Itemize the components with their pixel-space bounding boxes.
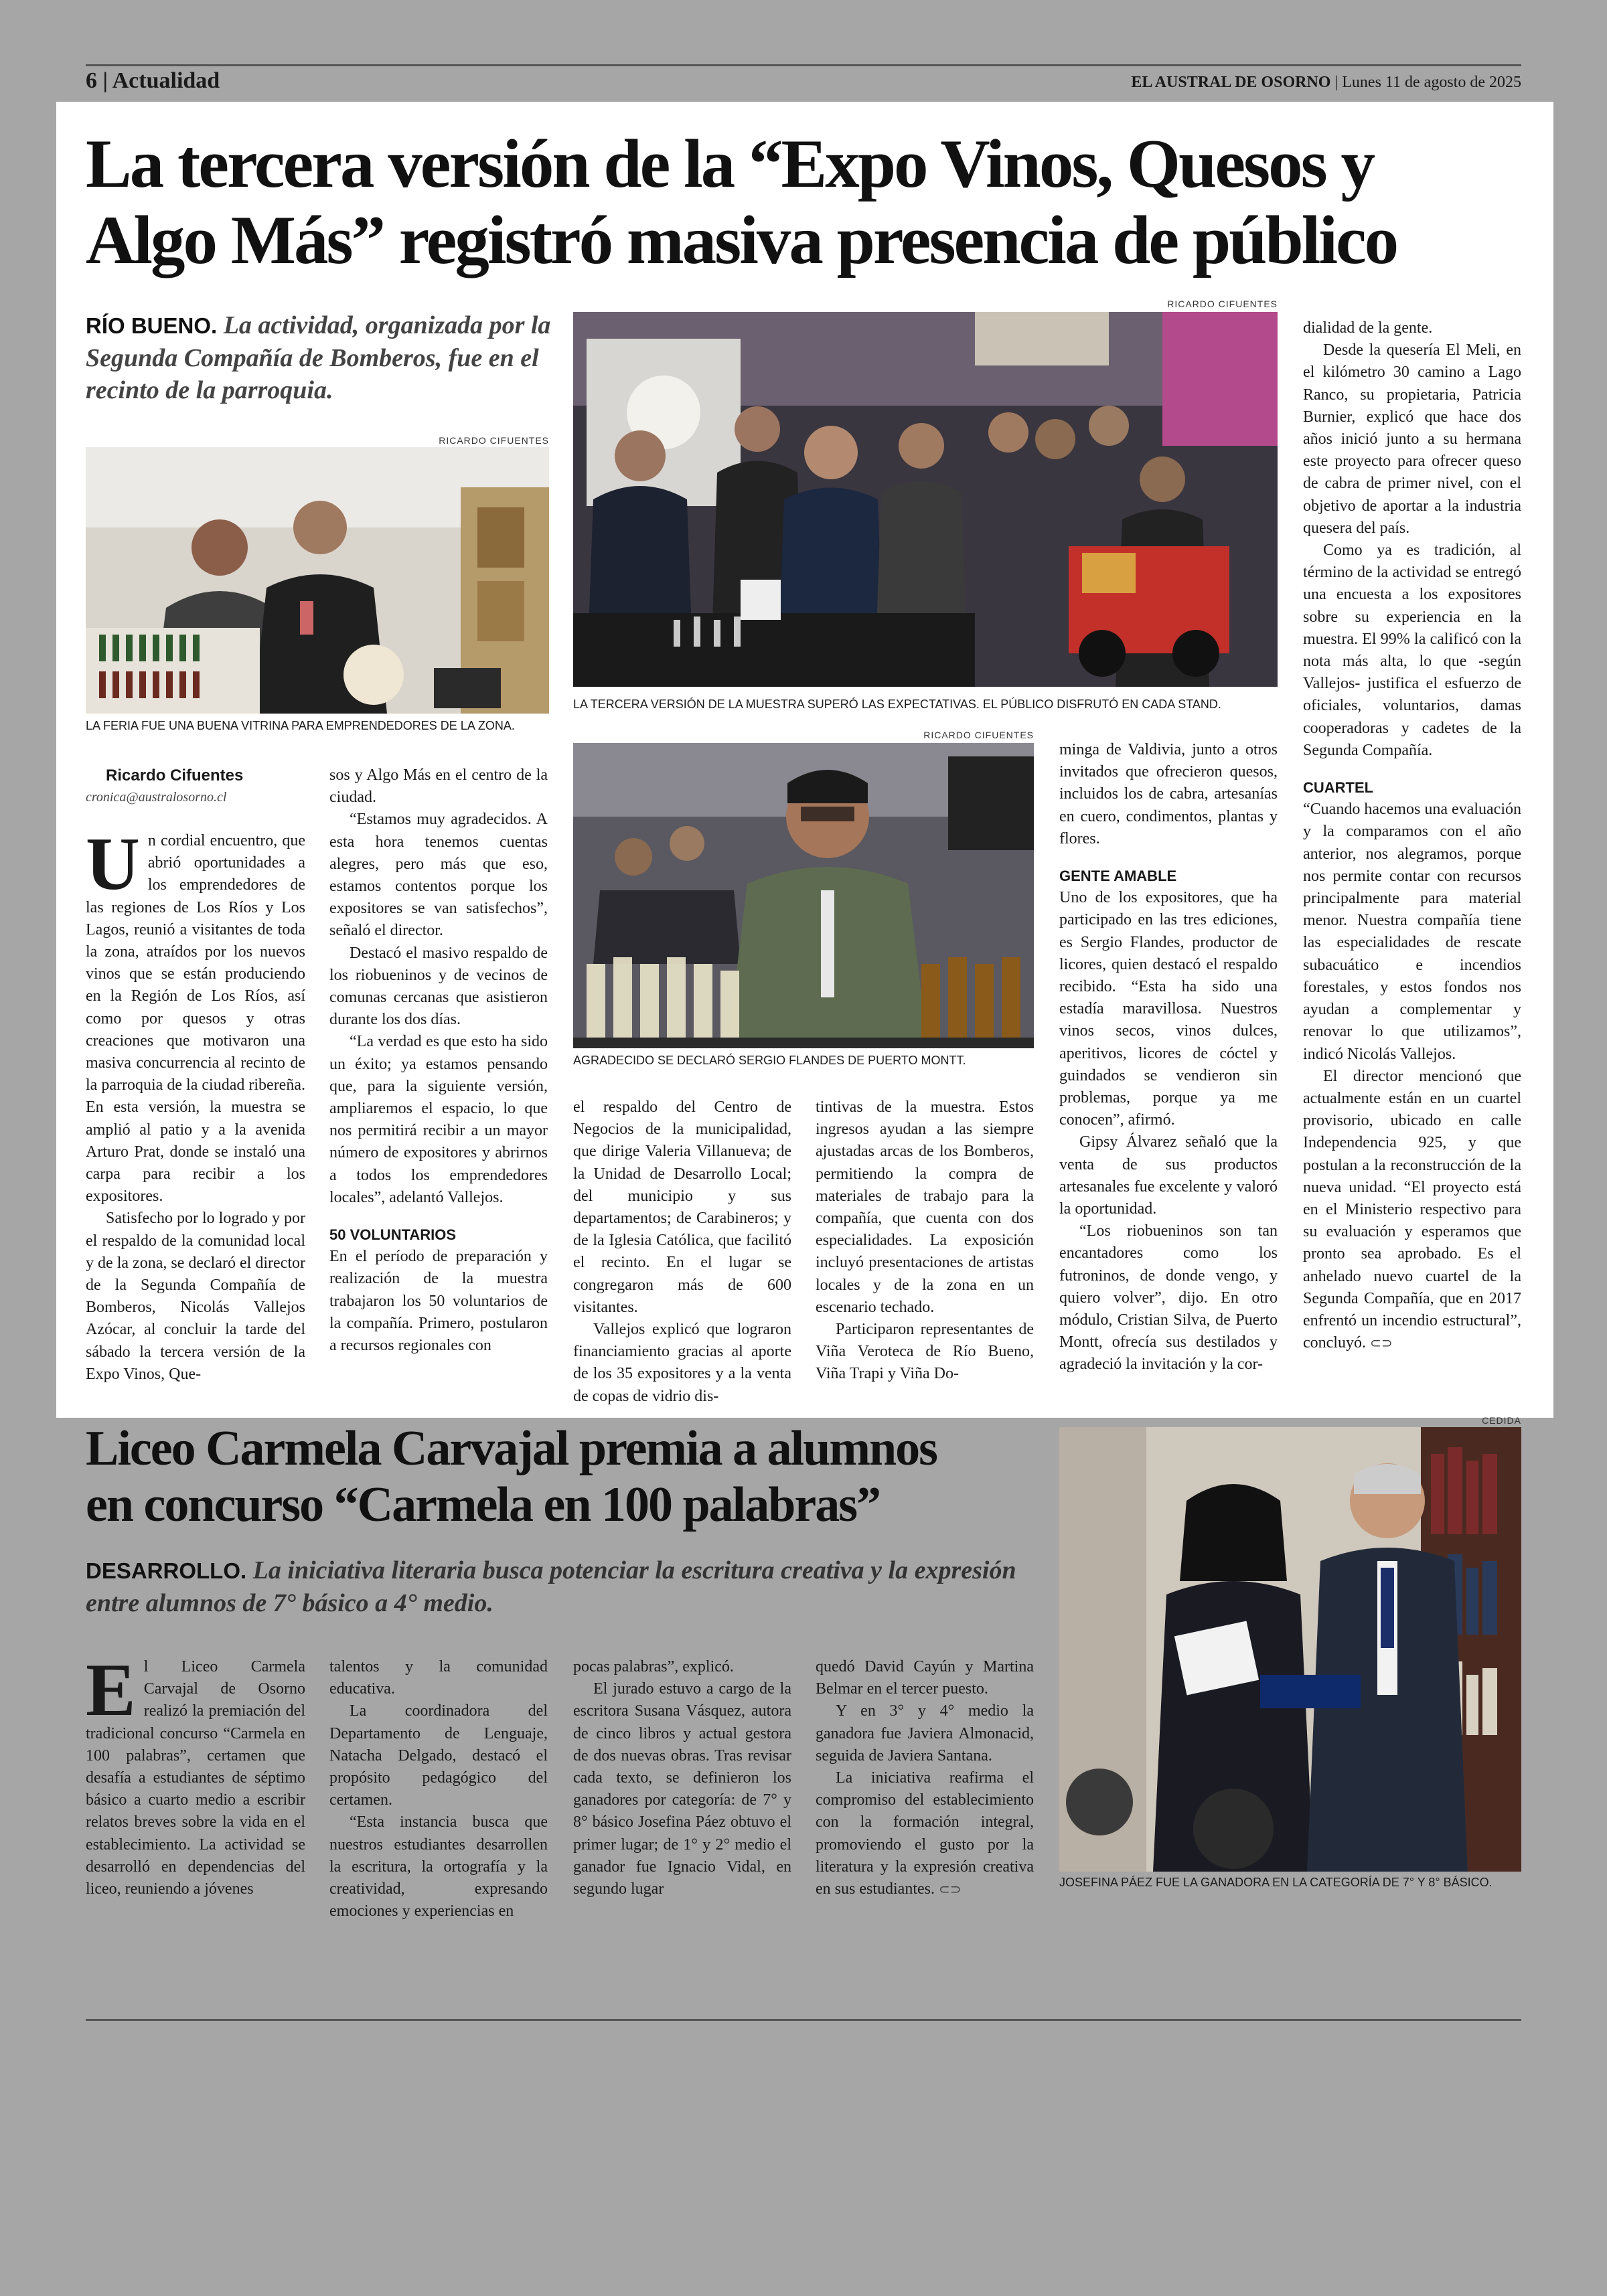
- paragraph-text: n cordial encuentro, que abrió oportunidades a los emprendedores de las regiones de Los Ríos y Los Lagos, reunió a visitantes de toda la zona, atraídos por los nuevos vinos que se están produciendo en la Región de Los Ríos, así como por quesos y otras creaciones que motivaron una masiva concurrencia al recinto de la parroquia de la ciudad ribereña. En esta versión, la muestra se amplió al patio y a la avenida Arturo Prat, donde se instaló una carpa para recibir a los expositores.: [86, 832, 305, 1206]
- separator: |: [102, 68, 112, 93]
- article1-headline: [86, 126, 1521, 278]
- photo-expo-crowd: [573, 312, 1278, 687]
- publication-date: Lunes 11 de agosto de 2025: [1342, 74, 1521, 91]
- kicker: DESARROLLO.: [86, 1558, 247, 1583]
- article2-headline: [86, 1420, 1050, 1533]
- photo-caption: LA TERCERA VERSIÓN DE LA MUESTRA SUPERÓ LAS EXPECTATIVAS. EL PÚBLICO DISFRUTÓ EN CADA STAND.: [573, 698, 1221, 711]
- paragraph: “Esta instancia busca que nuestros estudiantes desarrollen la escritura, la ortografía y la creatividad, expresando emociones y experiencias en: [329, 1813, 548, 1920]
- paragraph: “La verdad es que esto ha sido un éxito; ya estamos pensando que, para la siguiente versión, ampliaremos el espacio, lo que nos permitirá recibir a un mayor número de expositores y abrirnos a todos los emprendedores locales”, adelantó Vallejos.: [329, 1033, 548, 1206]
- paragraph: talentos y la comunidad educativa.: [329, 1658, 548, 1698]
- subheading: 50 VOLUNTARIOS: [329, 1226, 457, 1244]
- page-section-header: [86, 68, 220, 94]
- paragraph: minga de Valdivia, junto a otros invitados que ofrecieron quesos, incluidos los de cabra, artesanías en cuero, condimentos, plantas y flores.: [1059, 741, 1278, 847]
- paragraph: [86, 1649, 305, 1900]
- paragraph: “Estamos muy agradecidos. A esta hora tenemos cuentas alegres, pero más que eso, estamos contentos porque los expositores se van satisfechos”, señaló el director.: [329, 811, 548, 940]
- photo-caption: AGRADECIDO SE DECLARÓ SERGIO FLANDES DE PUERTO MONTT.: [573, 1054, 966, 1067]
- author: Ricardo Cifuentes: [106, 766, 244, 785]
- paragraph: [86, 823, 305, 1208]
- photo-credit: RICARDO CIFUENTES: [923, 730, 1034, 740]
- subheading: CUARTEL: [1303, 779, 1374, 797]
- headline-line: Liceo Carmela Carvajal premia a alumnos: [86, 1421, 937, 1476]
- drop-cap: E: [86, 1649, 136, 1732]
- paragraph: Y en 3° y 4° medio la ganadora fue Javiera Almonacid, seguida de Javiera Santana.: [816, 1702, 1034, 1765]
- paragraph: Vallejos explicó que lograron financiamiento gracias al aporte de los 35 expositores y a la venta de copas de vidrio dis-: [573, 1321, 791, 1405]
- paragraph: sos y Algo Más en el centro de la ciudad.: [329, 766, 548, 807]
- paragraph: quedó David Cayún y Martina Belmar en el tercer puesto.: [816, 1658, 1034, 1698]
- paragraph: Destacó el masivo respaldo de los riobueninos y de vecinos de comunas cercanas que asistieron durante los dos días.: [329, 944, 548, 1029]
- paragraph: La coordinadora del Departamento de Lenguaje, Natacha Delgado, destacó el propósito pedagógico del certamen.: [329, 1702, 548, 1809]
- article2-column-1: [86, 1649, 305, 1900]
- paragraph: Desde la quesería El Meli, en el kilómetro 30 camino a Lago Ranco, su propietaria, Patricia Burnier, explicó que hace dos años inició junto a su hermana este proyecto para ofrecer queso de cabra de primer nivel, con el objetivo de aportar a la industria quesera del país.: [1303, 341, 1521, 537]
- publication-dateline: [1131, 74, 1521, 92]
- paragraph: [1303, 1066, 1521, 1355]
- paragraph: pocas palabras”, explicó.: [573, 1658, 734, 1675]
- kicker: RÍO BUENO.: [86, 313, 218, 338]
- paragraph-text: El director mencionó que actualmente están en un cuartel provisorio, ubicado en calle Independencia 925, y que postulan a la reconstrucción de la nueva unidad. “El proyecto está en el Ministerio respectivo para su evaluación y esperamos que pronto sea aprobado. Es el anhelado nuevo cuartel de la Segunda Compañía, que en 2017 enfrentó un incendio estructural”, concluyó.: [1303, 1067, 1521, 1352]
- article1-column-4: [816, 1096, 1034, 1386]
- photo-caption: JOSEFINA PÁEZ FUE LA GANADORA EN LA CATEGORÍA DE 7° Y 8° BÁSICO.: [1059, 1876, 1493, 1889]
- paragraph: En el período de preparación y realización de la muestra trabajaron los 50 voluntarios de la compañía. Primero, postularon a recursos regionales con: [329, 1248, 548, 1355]
- publication-name: EL AUSTRAL DE OSORNO: [1131, 74, 1331, 91]
- article1-column-6: [1303, 317, 1521, 1354]
- subheading: GENTE AMABLE: [1059, 868, 1177, 885]
- end-mark: ⊂⊃: [1369, 1335, 1393, 1351]
- article1-column-3: [573, 1096, 791, 1408]
- lede-text: La iniciativa literaria busca potenciar la escritura creativa y la expresión entre alumnos de 7° básico a 4° medio.: [86, 1556, 1016, 1617]
- page-number: 6: [86, 68, 97, 93]
- bottom-rule: [86, 2019, 1521, 2021]
- article1-column-2: [329, 764, 548, 1357]
- paragraph: Uno de los expositores, que ha participado en las tres ediciones, es Sergio Flandes, productor de licores, quien destacó el respaldo recibido. “Esta ha sido una estadía maravillosa. Nuestros vinos secos, vinos dulces, aperitivos, licores de cóctel y guindados se vendieron sin problemas, porque ya me conocen”, afirmó.: [1059, 889, 1278, 1129]
- paragraph: [816, 1767, 1034, 1900]
- separator: |: [1334, 74, 1343, 91]
- drop-cap: U: [86, 823, 140, 906]
- paragraph: El jurado estuvo a cargo de la escritora Susana Vásquez, autora de cinco libros y actual gestora de dos nuevas obras. Tras revisar cada texto, se definieron los ganadores por categoría: de 7° y 8° básico Josefina Páez obtuvo el primer lugar; de 1° y 2° medio el ganador fue Ignacio Vidal, en segundo lugar: [573, 1680, 791, 1898]
- photo-award-ceremony: [1059, 1427, 1521, 1872]
- article1-column-1: [86, 764, 305, 1386]
- paragraph-text: l Liceo Carmela Carvajal de Osorno realizó la premiación del tradicional concurso “Carmela en 100 palabras”, certamen que desafía a estudiantes de séptimo básico a cuarto medio a escribir relatos breves sobre la vida en el establecimiento. La actividad se desarrolló en dependencias del liceo, reuniendo a jóvenes: [86, 1658, 305, 1898]
- photo-caption: LA FERIA FUE UNA BUENA VITRINA PARA EMPRENDEDORES DE LA ZONA.: [86, 719, 515, 732]
- article2-column-2: [329, 1656, 548, 1922]
- paragraph: tintivas de la muestra. Estos ingresos ayudan a las siempre ajustadas arcas de los Bomberos, permitiendo la compra de materiales de trabajo para la compañía, que cuenta con dos especialidades. La exposición incluyó presentaciones de artistas locales y de la zona en un escenario techado.: [816, 1098, 1034, 1316]
- article2-lede: [86, 1554, 1023, 1619]
- article1-column-5: [1059, 739, 1278, 1376]
- article1-lede: [86, 309, 554, 406]
- paragraph: “Cuando hacemos una evaluación y la comparamos con el año anterior, nos alegramos, porque nos permite contar con recursos principalmente para material menor. Nuestra compañía tiene las especialidades de rescate subacuático e incendios forestales, y estos fondos nos ayudan a complementar y renovar lo que utilizamos”, indicó Nicolás Vallejos.: [1303, 801, 1521, 1063]
- article2-column-3: [573, 1656, 791, 1900]
- photo-expo-stand-vendors: [86, 447, 549, 714]
- photo-credit: RICARDO CIFUENTES: [439, 435, 549, 446]
- paragraph: Gipsy Álvarez señaló que la venta de sus productos artesanales fue excelente y valoró la oportunidad.: [1059, 1133, 1278, 1218]
- headline-line: en concurso “Carmela en 100 palabras”: [86, 1477, 880, 1532]
- paragraph: dialidad de la gente.: [1303, 319, 1433, 337]
- paragraph: el respaldo del Centro de Negocios de la municipalidad, que dirige Valeria Villanueva; de la Unidad de Desarrollo Local; del municipio y sus departamentos; de Carabineros; y de la Iglesia Católica, que facilitó el recinto. En el lugar se congregaron más de 600 visitantes.: [573, 1098, 791, 1316]
- photo-credit: RICARDO CIFUENTES: [1167, 299, 1278, 309]
- headline-line: Algo Más” registró masiva presencia de público: [86, 202, 1397, 278]
- lede-text: La actividad, organizada por la Segunda Compañía de Bomberos, fue en el recinto de la parroquia.: [86, 311, 551, 404]
- top-rule: [86, 64, 1521, 66]
- photo-credit: CEDIDA: [1482, 1415, 1521, 1426]
- author-email: cronica@australosorno.cl: [86, 790, 227, 805]
- headline-line: La tercera versión de la “Expo Vinos, Quesos y: [86, 126, 1373, 202]
- paragraph-text: La iniciativa reafirma el compromiso del establecimiento con la formación integral, promoviendo el gusto por la literatura y la expresión creativa en sus estudiantes.: [816, 1769, 1034, 1898]
- paragraph: Como ya es tradición, al término de la actividad se entregó una encuesta a los expositores sobre su experiencia en la muestra. El 99% la calificó con la nota más alta, lo que -según Vallejos- justifica el esfuerzo de oficiales, voluntarios, damas cooperadoras y cadetes de la Segunda Compañía.: [1303, 542, 1521, 759]
- section-name: Actualidad: [112, 68, 220, 93]
- paragraph: “Los riobueninos son tan encantadores como los futroninos, de donde vengo, y quiero volver”, dijo. En otro módulo, Cristian Silva, de Puerto Montt, ofrecía sus destilados y agradeció la invitación y la cor-: [1059, 1222, 1278, 1374]
- article2-column-4: [816, 1656, 1034, 1900]
- photo-sergio-flandes: [573, 743, 1034, 1048]
- paragraph: Participaron representantes de Viña Veroteca de Río Bueno, Viña Trapi y Viña Do-: [816, 1321, 1034, 1383]
- paragraph: Satisfecho por lo logrado y por el respaldo de la comunidad local y de la zona, se declaró el director de la Segunda Compañía de Bomberos, Nicolás Vallejos Azócar, al concluir la tarde del sábado la tercera versión de la Expo Vinos, Que-: [86, 1210, 305, 1383]
- end-mark: ⊂⊃: [938, 1881, 962, 1898]
